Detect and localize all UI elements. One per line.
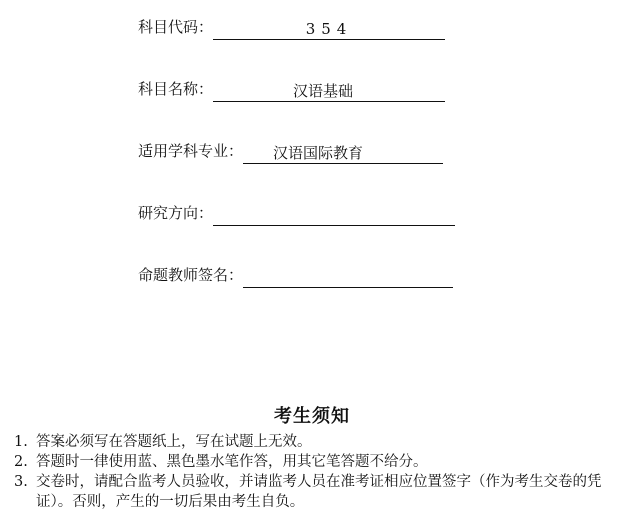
teacher-signature-field <box>138 264 453 288</box>
subject-code-value: 354 <box>213 20 445 40</box>
research-direction-field <box>138 202 455 226</box>
notice-item <box>14 432 614 452</box>
applicable-major-label: 适用学科专业： <box>138 142 244 160</box>
research-direction-value <box>213 206 455 226</box>
research-direction-label: 研究方向： <box>138 204 214 222</box>
subject-name-value: 汉语基础 <box>213 82 445 102</box>
notice-item-text: 答题时一律使用蓝、黑色墨水笔作答，用其它笔答题不给分。 <box>36 454 428 470</box>
notice-item-number: 3. <box>14 474 28 490</box>
teacher-signature-value <box>243 268 453 288</box>
notice-item-number: 2. <box>14 454 28 470</box>
teacher-signature-label: 命题教师签名： <box>138 266 244 284</box>
notice-title: 考生须知 <box>274 406 350 427</box>
subject-code-field <box>138 16 445 40</box>
notice-item <box>14 452 614 472</box>
notice-list <box>14 432 614 512</box>
applicable-major-value: 汉语国际教育 <box>243 144 443 164</box>
subject-code-label: 科目代码： <box>138 18 214 36</box>
subject-name-label: 科目名称： <box>138 80 214 98</box>
notice-item-number: 1. <box>14 434 28 450</box>
notice-item-text: 答案必须写在答题纸上，写在试题上无效。 <box>36 434 312 450</box>
notice-item-text: 交卷时，请配合监考人员验收，并请监考人员在准考证相应位置签字（作为考生交卷的凭证）。否则，产生的一切后果由考生自负。 <box>36 474 602 510</box>
notice-item <box>14 472 614 512</box>
applicable-major-field <box>138 140 443 164</box>
subject-name-field <box>138 78 445 102</box>
